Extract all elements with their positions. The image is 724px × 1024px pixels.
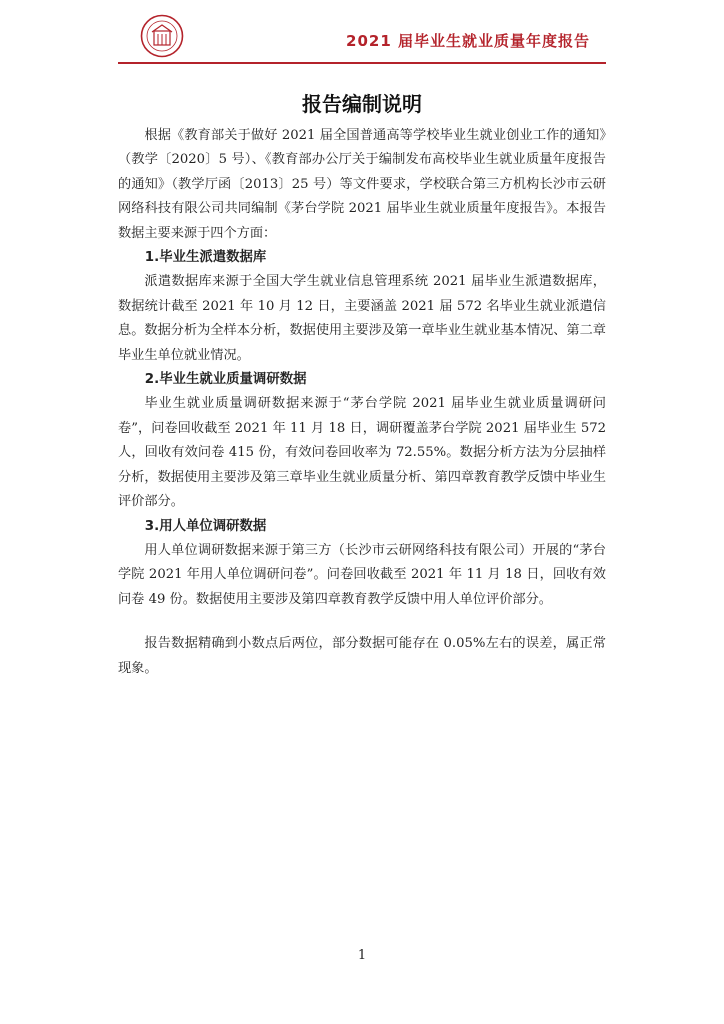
section-heading-dispatch-database: 1.毕业生派遣数据库 — [144, 250, 267, 266]
section-heading-graduate-survey: 2.毕业生就业质量调研数据 — [144, 372, 307, 388]
header-divider — [118, 62, 606, 64]
page-title: 报告编制说明 — [302, 92, 422, 116]
university-seal-icon — [140, 14, 184, 58]
report-header-title: 2021 届毕业生就业质量年度报告 — [346, 32, 590, 50]
section-body-graduate-survey: 毕业生就业质量调研数据来源于“茅台学院 2021 届毕业生就业质量调研问卷”，问卷回收截至 2021 年 11 月 18 日，调研覆盖茅台学院 2021 届毕业生 572 人，回收有效问卷 415 份，有效问卷回收率为 72.55%。数据分析方法为分层抽样分析，数据使用主要涉及第三章毕业生就业质量分析、第四章教育教学反馈中毕业生评价部分。 — [118, 396, 606, 510]
paragraph-spacer — [118, 612, 606, 632]
section-body-employer-survey: 用人单位调研数据来源于第三方（长沙市云研网络科技有限公司）开展的“茅台学院 2021 年用人单位调研问卷”。问卷回收截至 2021 年 11 月 18 日，回收有效问卷 49 份。数据使用主要涉及第四章教育教学反馈中用人单位评价部分。 — [118, 542, 606, 607]
page-number: 1 — [357, 948, 367, 963]
document-body — [118, 124, 606, 681]
section-body-dispatch-database: 派遣数据库来源于全国大学生就业信息管理系统 2021 届毕业生派遣数据库，数据统计截至 2021 年 10 月 12 日，主要涵盖 2021 届 572 名毕业生就业派遣信息。数据分析为全样本分析，数据使用主要涉及第一章毕业生就业基本情况、第二章毕业生单位就业情况。 — [118, 274, 606, 363]
precision-note: 报告数据精确到小数点后两位，部分数据可能存在 0.05%左右的误差，属正常现象。 — [118, 636, 606, 676]
section-heading-employer-survey: 3.用人单位调研数据 — [144, 518, 267, 534]
page-header — [0, 0, 724, 74]
intro-paragraph: 根据《教育部关于做好 2021 届全国普通高等学校毕业生就业创业工作的通知》（教学〔2020〕5 号）、《教育部办公厅关于编制发布高校毕业生就业质量年度报告的通知》（教学厅函〔2013〕25 号）等文件要求，学校联合第三方机构长沙市云研网络科技有限公司共同编制《茅台学院 2021 届毕业生就业质量年度报告》。本报告数据主要来源于四个方面： — [118, 128, 606, 241]
